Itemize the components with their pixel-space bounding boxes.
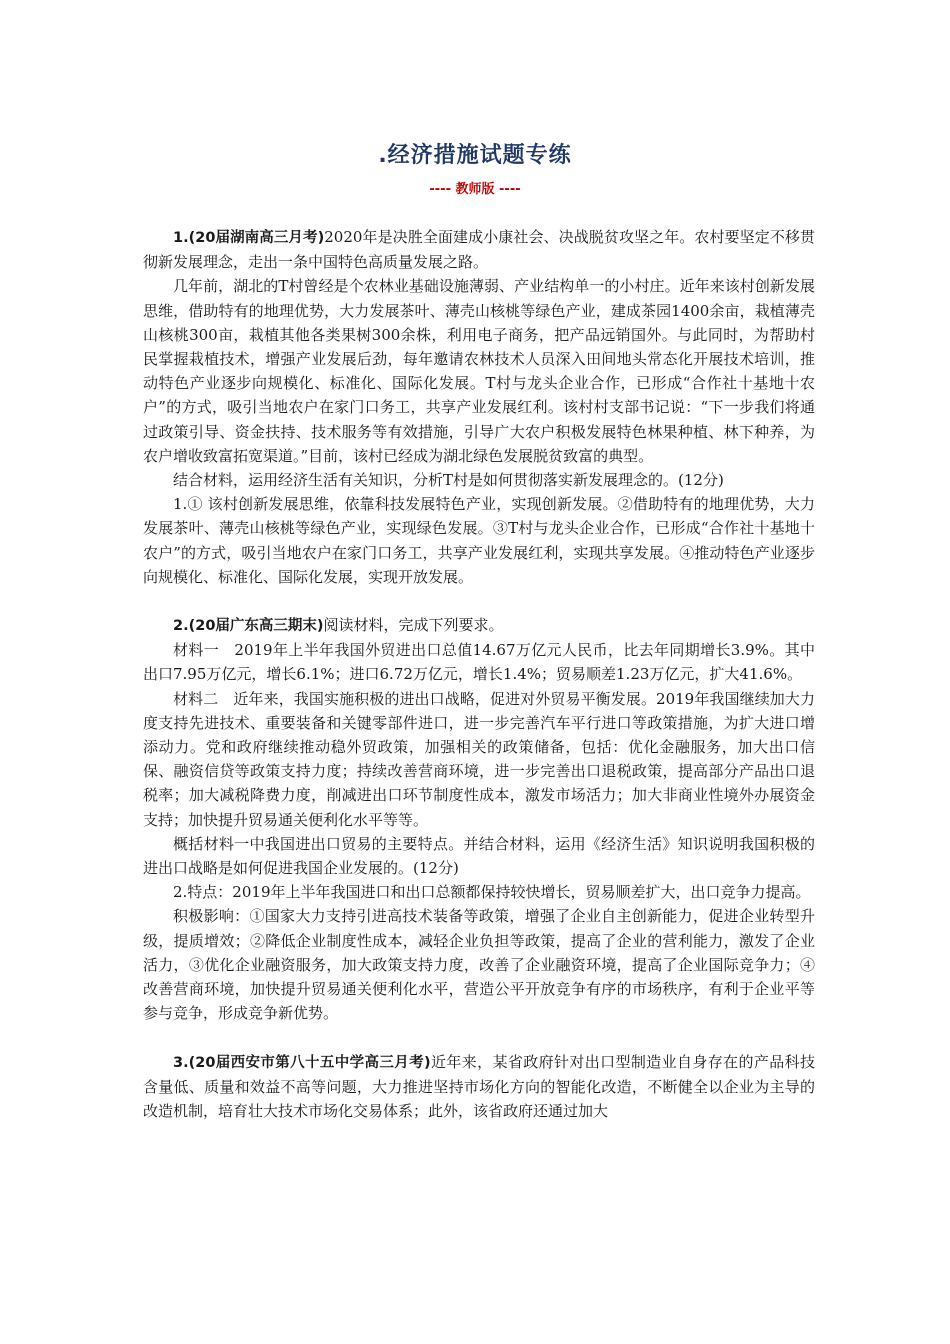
q3-intro-paragraph (143, 1050, 815, 1124)
q2-intro: 阅读材料，完成下列要求。 (323, 616, 504, 635)
q2-material2: 近年来，我国实施积极的进出口战略，促进对外贸易平衡发展。2019年我国继续加大力度支持先进技术、重要装备和关键零部件进口，进一步完善汽车平行进口等政策措施，为扩大进口增添动力。党和政府继续推动稳外贸政策，加强相关的政策储备，包括：优化金融服务，加大出口信保、融资信贷等政策支持力度；持续改善营商环境，进一步完善出口退税政策，提高部分产品出口退税率；加大减税降费力度，削减进出口环节制度性成本，激发市场活力；加大非商业性境外办展资金支持；加快提升贸易通关便利化水平等等。 (143, 689, 815, 829)
q2-material2-label: 材料二 (173, 689, 219, 708)
q2-intro-paragraph (143, 613, 815, 638)
q2-answer-impact: 积极影响：①国家大力支持引进高技术装备等政策，增强了企业自主创新能力，促进企业转型升级，提质增效；②降低企业制度性成本，减轻企业负担等政策，提高了企业的营利能力，激发了企业活力，③优化企业融资服务，加大政策支持力度，改善了企业融资环境，提高了企业国际竞争力；④改善营商环境，加快提升贸易通关便利化水平，营造公平开放竞争有序的市场秩序，有利于企业平等参与竞争，形成竞争新优势。 (143, 907, 815, 1023)
section-gap (143, 589, 815, 613)
q2-material2-paragraph (143, 687, 815, 832)
q2-material1-label: 材料一 (173, 641, 220, 660)
q1-answer: 1.① 该村创新发展思维，依靠科技发展特色产业，实现创新发展。②借助特有的地理优势，大力发展茶叶、薄壳山核桃等绿色产业，实现绿色发展。③T村与龙头企业合作，已形成“合作社十基地十农户”的方式，吸引当地农户在家门口务工，共享产业发展红利，实现共享发展。④推动特色产业逐步向规模化、标准化、国际化发展，实现开放发展。 (143, 495, 815, 586)
q1-source: (20届湖南高三月考) (188, 230, 325, 246)
q1-number: 1. (173, 230, 189, 246)
q2-question: 概括材料一中我国进出口贸易的主要特点。并结合材料，运用《经济生活》知识说明我国积极的进出口战略是如何促进我国企业发展的。(12分) (143, 834, 815, 878)
q2-number: 2. (173, 618, 189, 635)
page-subtitle: ---- 教师版 ---- (429, 182, 521, 197)
q3-number: 3. (173, 1054, 189, 1071)
q2-material1: 2019年上半年我国外贸进出口总值14.67万亿元人民币，比去年同期增长3.9%。其中出口7.95万亿元，增长6.1%；进口6.72万亿元，增长1.4%；贸易顺差1.23万亿元，扩大41.6%。 (143, 641, 815, 684)
page-title: .经济措施试题专练 (378, 143, 572, 168)
document-body (143, 225, 815, 1123)
q3-source: (20届西安市第八十五中学高三月考) (188, 1054, 431, 1071)
q1-question: 结合材料，运用经济生活有关知识，分析T村是如何贯彻落实新发展理念的。(12分) (173, 471, 724, 490)
q1-intro: 2020年是决胜全面建成小康社会、决战脱贫攻坚之年。农村要坚定不移贯彻新发展理念，走出一条中国特色高质量发展之路。 (143, 228, 815, 272)
section-gap (143, 1026, 815, 1050)
q1-material: 几年前，湖北的T村曾经是个农林业基础设施薄弱、产业结构单一的小村庄。近年来该村创新发展思维，借助特有的地理优势，大力发展茶叶、薄壳山核桃等绿色产业，建成茶园1400余亩，栽植薄壳山核桃300亩，栽植其他各类果树300余株，利用电子商务，把产品远销国外。与此同时，为帮助村民掌握栽植技术，增强产业发展后劲，每年邀请农林技术人员深入田间地头常态化开展技术培训，推动特色产业逐步向规模化、标准化、国际化发展。T村与龙头企业合作，已形成“合作社十基地十农户”的方式，吸引当地农户在家门口务工，共享产业发展红利。该村村支部书记说：“下一步我们将通过政策引导、资金扶持、技术服务等有效措施，引导广大农户积极发展特色林果种植、林下种养，为农户增收致富拓宽渠道。”目前，该村已经成为湖北绿色发展脱贫致富的典型。 (143, 277, 815, 465)
q2-material1-paragraph (143, 638, 815, 686)
q1-intro-paragraph (143, 225, 815, 274)
q2-source: (20届广东高三期末) (188, 618, 324, 635)
q3-intro: 近年来，某省政府针对出口型制造业自身存在的产品科技含量低、质量和效益不高等问题，大力推进坚持市场化方向的智能化改造，不断健全以企业为主导的改造机制，培育壮大技术市场化交易体系；此外，该省政府还通过加大 (143, 1052, 815, 1120)
q2-answer-features: 2.特点：2019年上半年我国进口和出口总额都保持较快增长，贸易顺差扩大，出口竞争力提高。 (173, 883, 811, 902)
